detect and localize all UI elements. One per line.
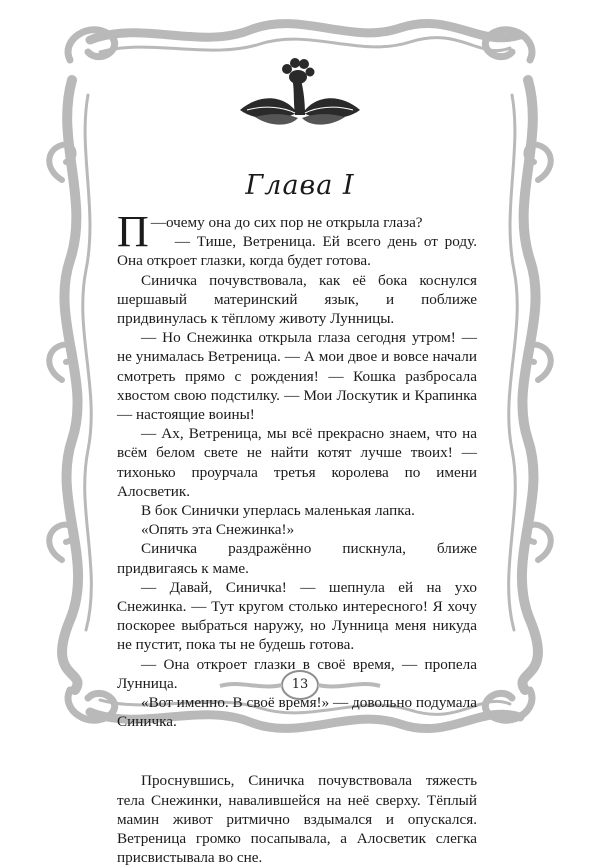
paragraph: — Тише, Ветреница. Ей всего день от роду. Она откроет глазки, когда будет готова. (117, 233, 477, 270)
paragraph: — П очему она до сих пор не открыла глаза? (117, 207, 423, 256)
paragraph: — Но Снежинка открыла глаза сегодня утром! — не унималась Ветреница. — А мои двое и вовсе начали смотреть прямо с рождения! — Кошка разбросала хвостом свою подстилку. — Мои Лоскутик и Крапинка — настоящие воины! (117, 329, 477, 424)
cat-paw-on-leaves-icon (235, 55, 365, 135)
paragraph: — Давай, Синичка! — шепнула ей на ухо Снежинка. — Тут кругом столько интересного! Я хочу поскорее выбраться наружу, но Лунница меня никуда не пустит, пока ты не будешь готова. (117, 578, 477, 654)
chapter-text (117, 207, 477, 868)
page-number: 13 (291, 677, 309, 692)
paragraph: Синичка раздражённо пискнула, ближе придвигаясь к маме. (117, 540, 477, 577)
paragraph: «Опять эта Снежинка!» (141, 521, 295, 539)
paragraph: — Ах, Ветреница, мы всё прекрасно знаем, что на всём белом свете не найти котят лучше твоих! — тихонько проурчала третья королева по имени Алосветик. (117, 425, 477, 500)
paragraph: Проснувшись, Синичка почувствовала тяжесть тела Снежинки, навалившейся на неё сверху. Тёплый мамин живот ритмично вздымался и опускался. Ветреница громко посапывала, а Алосветик слегка присвистывала во сне. (117, 772, 477, 867)
paragraph: Синичка почувствовала, как её бока коснулся шершавый материнский язык, и поближе придвинулась к тёплому животу Лунницы. (117, 271, 477, 328)
dropcap-dash: — (150, 214, 166, 231)
paragraph: — Она откроет глазки в своё время, — пропела Лунница. (117, 655, 477, 692)
page-number-ornament (280, 671, 320, 699)
chapter-title: Глава I (245, 170, 355, 201)
section-break (117, 731, 477, 771)
dropcap-letter: П (117, 207, 149, 256)
paragraph: «Вот именно. В своё время!» — довольно подумала Синичка. (117, 694, 477, 731)
paragraph: В бок Синички уперлась маленькая лапка. (141, 502, 415, 520)
